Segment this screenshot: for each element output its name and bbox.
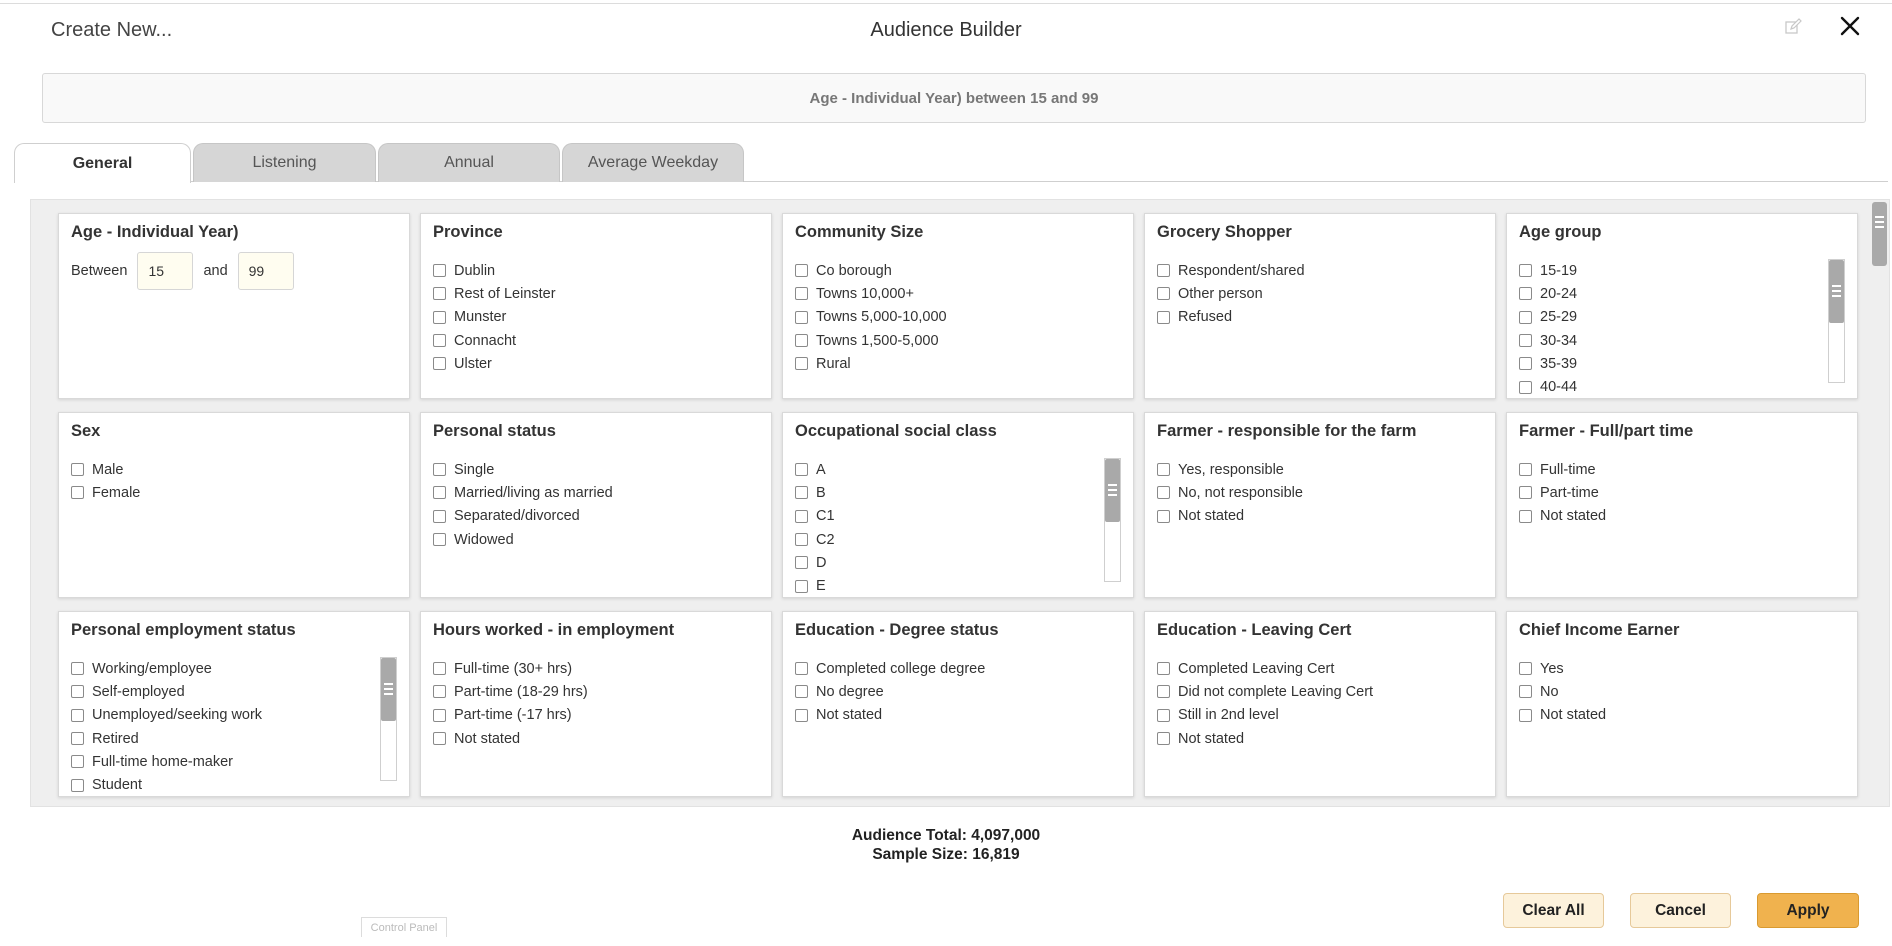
close-icon[interactable] <box>1837 13 1863 39</box>
option-completed-leaving-cert[interactable] <box>1157 657 1483 680</box>
option-label: Ulster <box>454 355 492 372</box>
option-home-maker[interactable] <box>71 750 375 773</box>
checkbox[interactable] <box>795 510 808 523</box>
option-label: Not stated <box>454 730 521 747</box>
option-co-borough[interactable] <box>795 259 1121 282</box>
option-label: Connacht <box>454 332 517 349</box>
option-label: Full-time home-maker <box>92 753 233 770</box>
checkbox[interactable] <box>433 732 446 745</box>
scrollbar-thumb[interactable] <box>1872 202 1887 266</box>
checkbox[interactable] <box>1519 709 1532 722</box>
option-label: Other person <box>1178 285 1263 302</box>
checkbox[interactable] <box>795 685 808 698</box>
checkbox[interactable] <box>433 357 446 370</box>
option-label: 15-19 <box>1540 262 1578 279</box>
option-yes[interactable] <box>1519 657 1845 680</box>
checkbox[interactable] <box>1519 510 1532 523</box>
card-scrollbar[interactable] <box>1104 458 1121 582</box>
checkbox[interactable] <box>433 662 446 675</box>
option-35-39[interactable] <box>1519 352 1823 375</box>
apply-button[interactable]: Apply <box>1757 893 1859 928</box>
card-personal-status <box>420 412 772 598</box>
checkbox[interactable] <box>433 334 446 347</box>
checkbox[interactable] <box>71 779 84 792</box>
option-label: Respondent/shared <box>1178 262 1305 279</box>
tab-average-weekday[interactable]: Average Weekday <box>562 143 744 182</box>
option-label: Widowed <box>454 531 514 548</box>
option-student[interactable] <box>71 773 375 794</box>
checkbox[interactable] <box>71 685 84 698</box>
card-title: Education - Degree status <box>795 621 999 639</box>
checkbox[interactable] <box>433 264 446 277</box>
option-ulster[interactable] <box>433 352 759 375</box>
option-towns-10000[interactable] <box>795 282 1121 305</box>
option-a[interactable] <box>795 458 1099 481</box>
option-no-degree[interactable] <box>795 680 1121 703</box>
card-age-individual-year <box>58 213 410 399</box>
option-label: Still in 2nd level <box>1178 707 1279 724</box>
card-sex <box>58 412 410 598</box>
card-title: Age - Individual Year) <box>71 223 239 241</box>
option-40-44[interactable] <box>1519 375 1823 396</box>
option-label: B <box>816 484 826 501</box>
checkbox[interactable] <box>795 334 808 347</box>
checkbox[interactable] <box>71 732 84 745</box>
card-province <box>420 213 772 399</box>
option-label: D <box>816 554 827 571</box>
option-working[interactable] <box>71 657 375 680</box>
card-title: Province <box>433 223 503 241</box>
audience-totals <box>0 826 1892 864</box>
checkbox[interactable] <box>71 755 84 768</box>
option-not-stated[interactable] <box>1157 727 1483 750</box>
option-label: Part-time (18-29 hrs) <box>454 683 588 700</box>
checkbox[interactable] <box>795 264 808 277</box>
checkbox[interactable] <box>433 685 446 698</box>
card-title: Farmer - Full/part time <box>1519 422 1694 440</box>
card-title: Grocery Shopper <box>1157 223 1292 241</box>
option-single[interactable] <box>433 458 759 481</box>
option-15-19[interactable] <box>1519 259 1823 282</box>
option-not-stated[interactable] <box>1519 505 1845 528</box>
scrollbar-thumb[interactable] <box>1105 459 1120 522</box>
audience-expression: Age - Individual Year) between 15 and 99 <box>42 73 1866 123</box>
option-label: Retired <box>92 730 139 747</box>
option-b[interactable] <box>795 481 1099 504</box>
option-dublin[interactable] <box>433 259 759 282</box>
checkbox[interactable] <box>1519 486 1532 499</box>
checkbox[interactable] <box>1519 463 1532 476</box>
card-title: Personal status <box>433 422 556 440</box>
option-label: Working/employee <box>92 660 212 677</box>
option-self-employed[interactable] <box>71 680 375 703</box>
card-age-group <box>1506 213 1858 399</box>
option-label: Rural <box>816 355 851 372</box>
tab-annual[interactable]: Annual <box>378 143 560 182</box>
option-label: Munster <box>454 309 507 326</box>
option-label: Full-time <box>1540 461 1596 478</box>
checkbox[interactable] <box>1157 685 1170 698</box>
option-label: 30-34 <box>1540 332 1578 349</box>
option-30-34[interactable] <box>1519 329 1823 352</box>
create-new-heading: Create New... <box>51 19 173 41</box>
option-label: Completed Leaving Cert <box>1178 660 1335 677</box>
option-unemployed[interactable] <box>71 704 375 727</box>
option-male[interactable] <box>71 458 397 481</box>
checkbox[interactable] <box>71 662 84 675</box>
checkbox[interactable] <box>795 311 808 324</box>
option-retired[interactable] <box>71 727 375 750</box>
checkbox[interactable] <box>1157 709 1170 722</box>
option-label: Male <box>92 461 124 478</box>
option-label: Yes, responsible <box>1178 461 1284 478</box>
checkbox[interactable] <box>795 287 808 300</box>
option-label: Refused <box>1178 309 1233 326</box>
card-farmer-full-part-time <box>1506 412 1858 598</box>
option-part-time-18-29[interactable] <box>433 680 759 703</box>
option-label: No, not responsible <box>1178 484 1303 501</box>
checkbox[interactable] <box>433 533 446 546</box>
checkbox[interactable] <box>1519 287 1532 300</box>
card-personal-employment-status <box>58 611 410 797</box>
option-d[interactable] <box>795 551 1099 574</box>
option-c2[interactable] <box>795 528 1099 551</box>
option-label: Full-time (30+ hrs) <box>454 660 573 677</box>
option-part-time[interactable] <box>1519 481 1845 504</box>
checkbox[interactable] <box>71 709 84 722</box>
checkbox[interactable] <box>795 709 808 722</box>
card-title: Chief Income Earner <box>1519 621 1680 639</box>
option-label: Not stated <box>816 707 883 724</box>
card-title: Age group <box>1519 223 1602 241</box>
card-education-degree <box>782 611 1134 797</box>
option-female[interactable] <box>71 481 397 504</box>
checkbox[interactable] <box>1157 732 1170 745</box>
card-chief-income-earner <box>1506 611 1858 797</box>
option-full-time[interactable] <box>1519 458 1845 481</box>
checkbox[interactable] <box>71 463 84 476</box>
card-title: Personal employment status <box>71 621 296 639</box>
option-connacht[interactable] <box>433 329 759 352</box>
option-full-time-30[interactable] <box>433 657 759 680</box>
option-respondent-shared[interactable] <box>1157 259 1483 282</box>
option-label: Co borough <box>816 262 892 279</box>
control-panel-tab[interactable]: Control Panel <box>361 917 447 937</box>
option-25-29[interactable] <box>1519 306 1823 329</box>
option-label: Part-time (-17 hrs) <box>454 707 572 724</box>
option-label: E <box>816 578 826 595</box>
option-still-2nd-level[interactable] <box>1157 704 1483 727</box>
option-label: 20-24 <box>1540 285 1578 302</box>
tab-listening[interactable]: Listening <box>193 143 376 182</box>
option-label: Separated/divorced <box>454 508 580 525</box>
option-rest-of-leinster[interactable] <box>433 282 759 305</box>
age-from-input[interactable] <box>137 252 193 290</box>
scrollbar-thumb[interactable] <box>1829 260 1844 323</box>
option-label: Unemployed/seeking work <box>92 707 263 724</box>
card-grocery-shopper <box>1144 213 1496 399</box>
checkbox[interactable] <box>1519 662 1532 675</box>
option-label: Did not complete Leaving Cert <box>1178 683 1374 700</box>
option-other-person[interactable] <box>1157 282 1483 305</box>
option-20-24[interactable] <box>1519 282 1823 305</box>
option-no-not-responsible[interactable] <box>1157 481 1483 504</box>
checkbox[interactable] <box>1519 311 1532 324</box>
option-label: C2 <box>816 531 835 548</box>
card-scrollbar[interactable] <box>380 657 397 781</box>
option-label: Self-employed <box>92 683 185 700</box>
tab-general[interactable]: General <box>14 143 191 183</box>
option-widowed[interactable] <box>433 528 759 551</box>
option-did-not-complete[interactable] <box>1157 680 1483 703</box>
clear-all-button[interactable]: Clear All <box>1503 893 1604 928</box>
option-label: Yes <box>1540 660 1564 677</box>
option-label: Female <box>92 484 141 501</box>
option-e[interactable] <box>795 574 1099 595</box>
option-not-stated[interactable] <box>433 727 759 750</box>
card-title: Hours worked - in employment <box>433 621 675 639</box>
audience-total: Audience Total: 4,097,000 <box>851 827 1041 844</box>
option-rural[interactable] <box>795 352 1121 375</box>
option-label: Rest of Leinster <box>454 285 556 302</box>
option-label: No degree <box>816 683 884 700</box>
checkbox[interactable] <box>1519 685 1532 698</box>
checkbox[interactable] <box>1519 357 1532 370</box>
card-title: Sex <box>71 422 101 440</box>
card-hours-worked <box>420 611 772 797</box>
option-munster[interactable] <box>433 306 759 329</box>
option-label: Student <box>92 777 142 794</box>
between-label: Between <box>71 263 128 279</box>
option-towns-5000-10000[interactable] <box>795 306 1121 329</box>
option-label: Towns 1,500-5,000 <box>816 332 939 349</box>
criteria-scrollbar[interactable] <box>1871 200 1888 805</box>
card-title: Education - Leaving Cert <box>1157 621 1352 639</box>
top-border <box>0 3 1892 4</box>
checkbox[interactable] <box>795 463 808 476</box>
checkbox[interactable] <box>795 533 808 546</box>
checkbox[interactable] <box>433 510 446 523</box>
option-label: Not stated <box>1178 508 1245 525</box>
option-label: Not stated <box>1540 508 1607 525</box>
card-title: Occupational social class <box>795 422 997 440</box>
age-range-row <box>71 252 304 290</box>
option-label: No <box>1540 683 1559 700</box>
option-label: Dublin <box>454 262 496 279</box>
option-label: C1 <box>816 508 835 525</box>
checkbox[interactable] <box>433 486 446 499</box>
option-label: Towns 5,000-10,000 <box>816 309 947 326</box>
checkbox[interactable] <box>71 486 84 499</box>
checkbox[interactable] <box>1519 381 1532 394</box>
option-c1[interactable] <box>795 505 1099 528</box>
card-scrollbar[interactable] <box>1828 259 1845 383</box>
checkbox[interactable] <box>795 556 808 569</box>
option-label: Towns 10,000+ <box>816 285 914 302</box>
card-occupational-social-class <box>782 412 1134 598</box>
checkbox[interactable] <box>1157 486 1170 499</box>
option-label: A <box>816 461 826 478</box>
option-not-stated[interactable] <box>1519 704 1845 727</box>
checkbox[interactable] <box>433 311 446 324</box>
checkbox[interactable] <box>1157 662 1170 675</box>
checkbox[interactable] <box>1157 463 1170 476</box>
option-label: 35-39 <box>1540 355 1578 372</box>
checkbox[interactable] <box>1157 287 1170 300</box>
checkbox[interactable] <box>433 463 446 476</box>
option-label: Not stated <box>1540 707 1607 724</box>
option-not-stated[interactable] <box>795 704 1121 727</box>
option-label: Single <box>454 461 495 478</box>
card-title: Farmer - responsible for the farm <box>1157 422 1417 440</box>
option-label: Part-time <box>1540 484 1599 501</box>
option-married[interactable] <box>433 481 759 504</box>
option-yes-responsible[interactable] <box>1157 458 1483 481</box>
checkbox[interactable] <box>433 287 446 300</box>
checkbox[interactable] <box>1157 510 1170 523</box>
dialog-title: Audience Builder <box>870 19 1022 41</box>
option-label: 40-44 <box>1540 379 1578 396</box>
option-no[interactable] <box>1519 680 1845 703</box>
option-label: Completed college degree <box>816 660 986 677</box>
card-farmer-responsible <box>1144 412 1496 598</box>
scrollbar-thumb[interactable] <box>381 658 396 721</box>
checkbox[interactable] <box>433 709 446 722</box>
checkbox[interactable] <box>795 357 808 370</box>
checkbox[interactable] <box>795 662 808 675</box>
option-refused[interactable] <box>1157 306 1483 329</box>
checkbox[interactable] <box>1157 264 1170 277</box>
option-label: Married/living as married <box>454 484 613 501</box>
card-education-leaving-cert <box>1144 611 1496 797</box>
edit-icon[interactable] <box>1784 18 1802 36</box>
checkbox[interactable] <box>1519 334 1532 347</box>
cancel-button[interactable]: Cancel <box>1630 893 1731 928</box>
checkbox[interactable] <box>1519 264 1532 277</box>
option-separated[interactable] <box>433 505 759 528</box>
card-title: Community Size <box>795 223 924 241</box>
and-label: and <box>203 263 228 279</box>
card-community-size <box>782 213 1134 399</box>
age-to-input[interactable] <box>238 252 294 290</box>
option-part-time-17[interactable] <box>433 704 759 727</box>
checkbox[interactable] <box>795 486 808 499</box>
option-label: 25-29 <box>1540 309 1578 326</box>
checkbox[interactable] <box>795 580 808 593</box>
option-label: Not stated <box>1178 730 1245 747</box>
option-towns-1500-5000[interactable] <box>795 329 1121 352</box>
sample-size: Sample Size: 16,819 <box>872 846 1020 863</box>
checkbox[interactable] <box>1157 311 1170 324</box>
option-not-stated[interactable] <box>1157 505 1483 528</box>
option-completed-degree[interactable] <box>795 657 1121 680</box>
